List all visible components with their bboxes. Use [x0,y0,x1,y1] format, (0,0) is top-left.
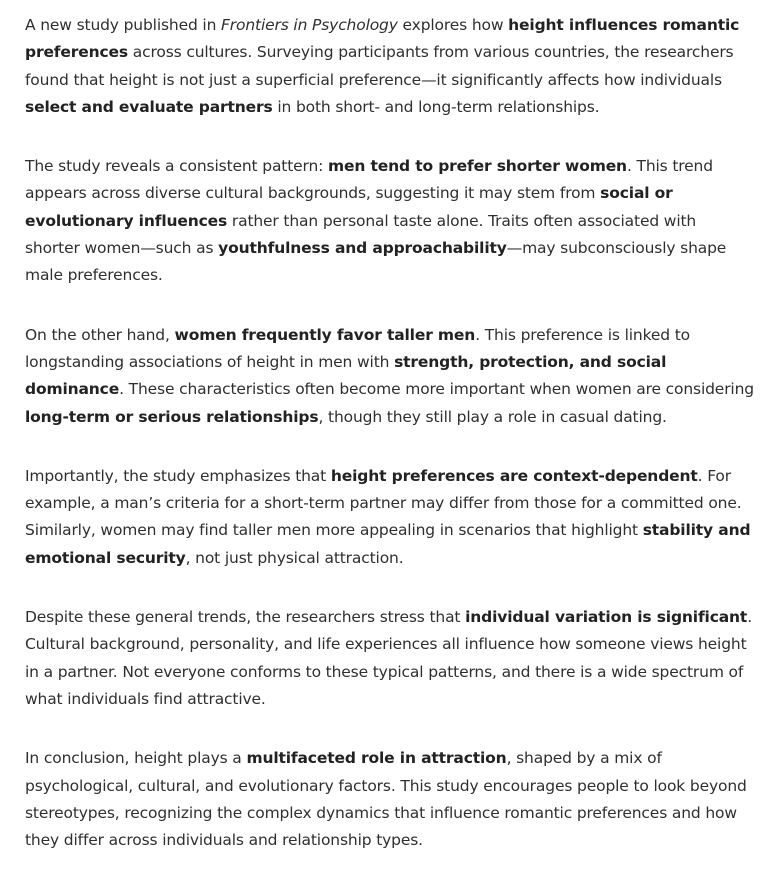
text-segment: . This preference is linked to longstanding associations of height in men with [25,325,690,371]
text-segment: across cultures. Surveying participants from various countries, the researchers found that height is not just a superficial preference—it significantly affects how individuals [25,43,734,89]
emphasis-text: long-term or serious relationships [25,407,319,426]
emphasis-text: multifaceted role in attraction [246,749,507,768]
text-segment: , though they still play a role in casual dating. [318,407,667,426]
text-segment: In conclusion, height plays a [25,749,247,768]
text-segment: Importantly, the study emphasizes that [25,466,331,485]
emphasis-text: stability and emotional security [25,521,751,567]
emphasis-text: individual variation is significant [465,608,748,627]
article-body [25,12,755,886]
emphasis-text: select and evaluate partners [25,97,273,116]
emphasis-text: youthfulness and approachability [218,239,507,258]
paragraph-intro [25,12,755,121]
text-segment: Despite these general trends, the researchers stress that [25,608,466,627]
text-segment: , not just physical attraction. [185,548,404,567]
text-segment: A new study published in [25,16,222,34]
text-segment: in both short- and long-term relationships. [272,97,600,116]
paragraph-men-preference [25,153,755,289]
paragraph-variation [25,604,755,713]
emphasis-text: women frequently favor taller men [174,325,476,344]
emphasis-text: height influences romantic preferences [25,16,740,62]
paragraph-conclusion [25,745,755,854]
emphasis-text: height preferences are context-dependent [330,466,698,485]
text-segment: —may subconsciously shape male preferences. [25,239,727,285]
text-segment: On the other hand, [25,325,175,344]
text-segment: . This trend appears across diverse cultural backgrounds, suggesting it may stem from [25,157,713,203]
journal-name: Frontiers in Psychology [221,16,398,34]
paragraph-women-preference [25,322,755,431]
text-segment: . These characteristics often become more important when women are considering [119,380,754,399]
text-segment: rather than personal taste alone. Traits often associated with shorter women—such as [25,211,697,258]
text-segment: , shaped by a mix of psychological, cultural, and evolutionary factors. This study encourages people to look beyond stereotypes, recognizing the complex dynamics that influence romantic preferences and how they differ across individuals and relationship types. [25,749,747,850]
emphasis-text: social or evolutionary influences [25,184,673,230]
text-segment: . Cultural background, personality, and life experiences all influence how someone views height in a partner. Not everyone conforms to these typical patterns, and there is a wide spectrum of what individuals find attractive. [25,608,752,708]
text-segment: The study reveals a consistent pattern: [25,157,329,176]
text-segment: explores how [397,16,509,34]
paragraph-context [25,463,755,572]
text-segment: . For example, a man’s criteria for a short-term partner may differ from those for a committed one. Similarly, women may find taller men more appealing in scenarios that highlight [25,466,742,540]
emphasis-text: strength, protection, and social dominance [25,352,667,399]
emphasis-text: men tend to prefer shorter women [328,157,627,176]
